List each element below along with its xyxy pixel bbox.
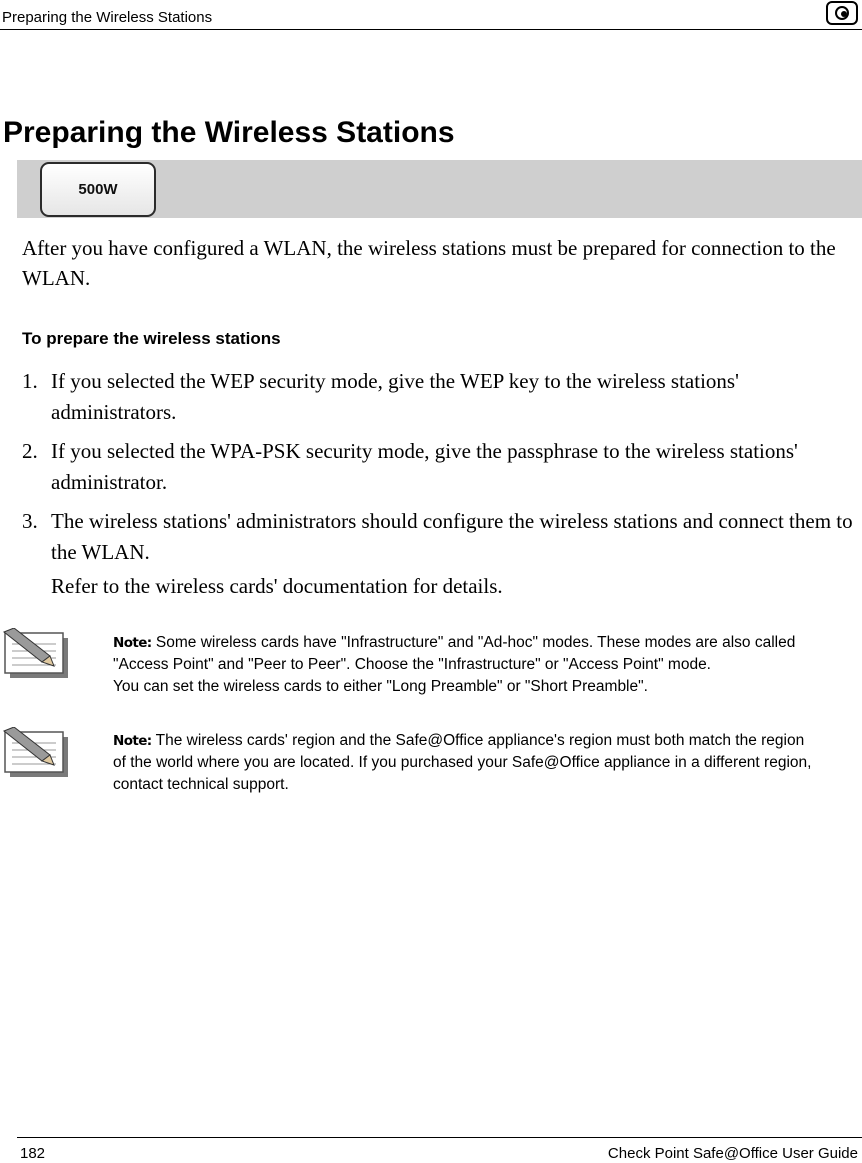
step-text: If you selected the WPA-PSK security mode, give the passphrase to the wireless stations' administrator.	[51, 439, 798, 494]
procedure-step	[22, 366, 857, 428]
header-divider	[0, 29, 862, 30]
step-number: 1.	[22, 369, 38, 393]
note-text: Some wireless cards have "Infrastructure" and "Ad-hoc" modes. These modes are also called "Access Point" and "Peer to Peer". Choose the "Infrastructure" or "Access Point" mode.	[113, 634, 796, 673]
check-point-logo-icon	[826, 1, 858, 25]
note-pencil-icon	[2, 727, 70, 779]
note-label: Note:	[113, 635, 152, 651]
note-callout	[113, 730, 813, 796]
page-title: Preparing the Wireless Stations	[3, 116, 455, 149]
page-number: 182	[20, 1145, 46, 1162]
note-text: The wireless cards' region and the Safe@Office appliance's region must both match the region of the world where you are located. If you purchased your Safe@Office appliance in a different region, contact technical support.	[113, 732, 812, 793]
step-number: 2.	[22, 439, 38, 463]
step-text: If you selected the WEP security mode, give the WEP key to the wireless stations' administrators.	[51, 369, 739, 424]
procedure-heading: To prepare the wireless stations	[22, 329, 281, 348]
guide-title: Check Point Safe@Office User Guide	[607, 1145, 858, 1162]
note-label: Note:	[113, 733, 152, 749]
note-pencil-icon	[2, 628, 70, 680]
footer-divider	[17, 1137, 862, 1138]
step-number: 3.	[22, 509, 38, 533]
model-badge: 500W	[40, 162, 156, 217]
step-detail: Refer to the wireless cards' documentation for details.	[51, 574, 503, 598]
note-callout	[113, 632, 813, 698]
running-header-title: Preparing the Wireless Stations	[2, 9, 213, 26]
step-text: The wireless stations' administrators should configure the wireless stations and connect them to the WLAN.	[51, 509, 853, 564]
note-text: You can set the wireless cards to either "Long Preamble" or "Short Preamble".	[113, 678, 648, 695]
procedure-step	[22, 506, 857, 568]
intro-paragraph: After you have configured a WLAN, the wireless stations must be prepared for connection to the WLAN.	[22, 236, 836, 290]
procedure-step	[22, 436, 857, 498]
